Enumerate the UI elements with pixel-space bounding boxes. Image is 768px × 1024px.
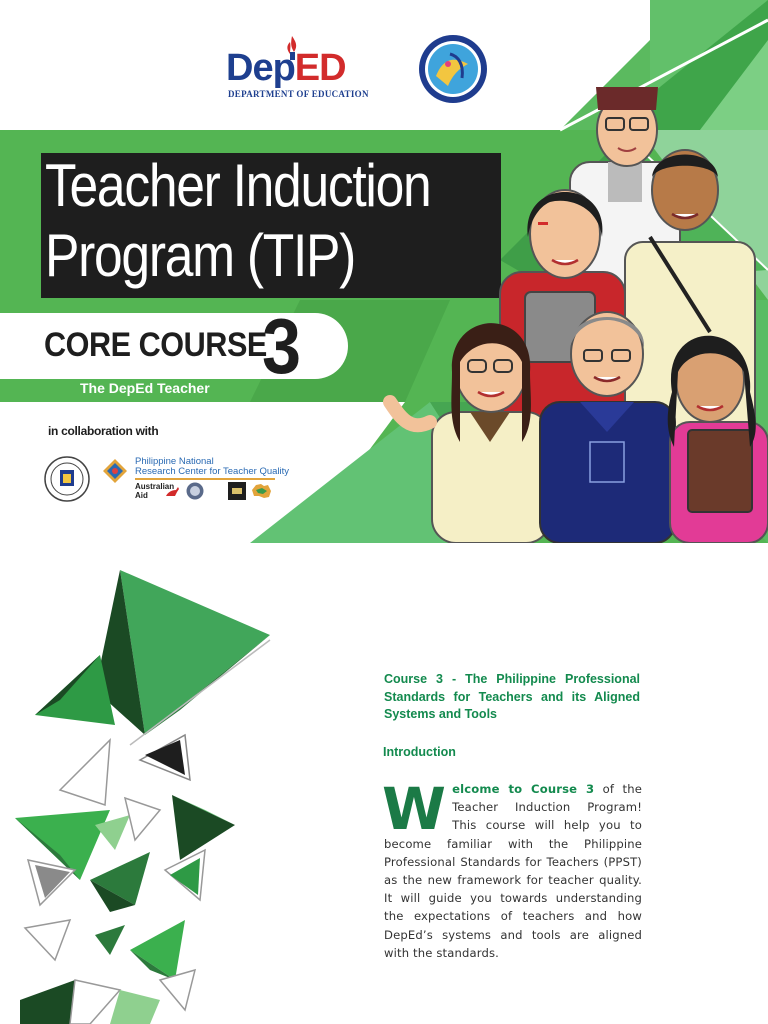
- small-seal-icon: [186, 482, 204, 500]
- partner-name-line-2: Research Center for Teacher Quality: [135, 466, 290, 477]
- australia-map-icon: [250, 482, 272, 500]
- drop-cap: W: [382, 775, 447, 843]
- deped-wordmark: DepED: [226, 47, 346, 89]
- introduction-paragraph: [382, 775, 643, 962]
- introduction-lead: elcome to Course 3: [452, 782, 595, 796]
- deped-subline: DEPARTMENT OF EDUCATION: [228, 89, 369, 99]
- core-course-number: 3: [262, 302, 302, 390]
- introduction-body: of the Teacher Induction Program! This course will help you to become familiar with the Philippine Professional Standards for Teachers (PPST) as the new framework for teacher quality. It will guide you towards understanding the expectations of teachers and how DepEd’s systems and tools are aligned with the standards.: [384, 782, 643, 960]
- teachers-illustration: [370, 62, 768, 543]
- cover-subtitle: The DepEd Teacher: [80, 380, 210, 396]
- collaboration-text: in collaboration with: [48, 424, 159, 438]
- kangaroo-icon: [164, 484, 180, 498]
- rctq-logo-icon: [102, 458, 128, 484]
- decorative-triangles: [0, 560, 290, 1024]
- teacher-figure-woman-left: [390, 323, 550, 543]
- title-line-1: Teacher Induction: [45, 152, 431, 219]
- title-line-2: Program (TIP): [45, 222, 356, 289]
- introduction-heading: Introduction: [383, 745, 456, 759]
- australian-aid-line-2: Aid: [135, 491, 148, 500]
- partner-seal-icon: [44, 456, 90, 502]
- university-logo-icon: [228, 482, 246, 500]
- course-heading: Course 3 - The Philippine Professional Standards for Teachers and its Aligned Systems and Tools: [384, 672, 640, 721]
- partner-name-line-1: Philippine National: [135, 456, 214, 467]
- partner-underline: [135, 478, 275, 480]
- deped-logo: [226, 34, 369, 104]
- australian-aid-line-1: Australian: [135, 482, 175, 491]
- core-course-label: CORE COURSE: [44, 326, 267, 364]
